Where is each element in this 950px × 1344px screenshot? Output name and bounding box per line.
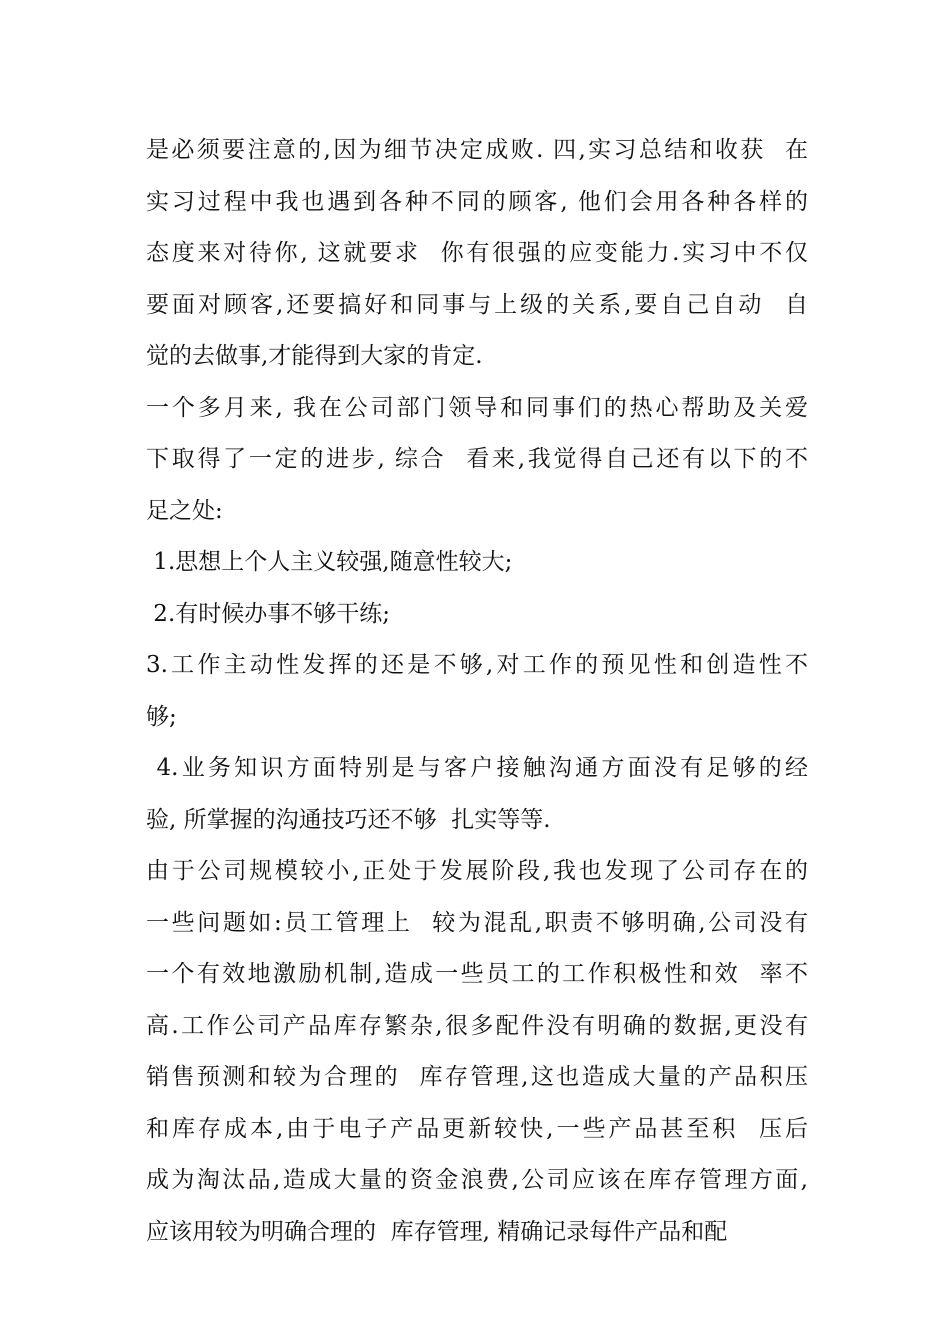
list-item-2 xyxy=(146,589,808,641)
paragraph-summary xyxy=(146,125,808,383)
text-line: 一个有效地激励机制,造成一些员工的工作积极性和效 率不 xyxy=(146,961,808,987)
text-line: 验, 所掌握的沟通技巧还不够 扎实等等. xyxy=(146,806,551,833)
text-line: 觉的去做事,才能得到大家的肯定. xyxy=(146,343,483,369)
text-line: 是必须要注意的,因为细节决定成败. 四,实习总结和收获 在 xyxy=(146,137,808,163)
list-item-1 xyxy=(146,537,808,589)
text-line: 应该用较为明确合理的 库存管理, 精确记录每件产品和配 xyxy=(146,1218,728,1245)
text-line: 和库存成本,由于电子产品更新较快,一些产品甚至积 压后 xyxy=(146,1115,808,1142)
text-line: 足之处: xyxy=(146,497,223,524)
paragraph-company-issues xyxy=(146,846,808,1258)
text-line: 4.业务知识方面特别是与客户接触沟通方面没有足够的经 xyxy=(146,755,808,781)
list-item-3 xyxy=(146,640,808,743)
text-line: 1.思想上个人主义较强,随意性较大; xyxy=(146,549,513,575)
text-line: 一个多月来, 我在公司部门领导和同事们的热心帮助及关爱 xyxy=(146,394,808,421)
text-line: 由于公司规模较小,正处于发展阶段,我也发现了公司存在的 xyxy=(146,858,808,884)
text-line: 销售预测和较为合理的 库存管理,这也造成大量的产品积压 xyxy=(146,1064,808,1090)
text-line: 要面对顾客,还要搞好和同事与上级的关系,要自己自动 自 xyxy=(146,291,808,318)
list-item-4 xyxy=(146,743,808,846)
text-line: 2.有时候办事不够干练; xyxy=(146,600,391,627)
text-line: 成为淘汰品,造成大量的资金浪费,公司应该在库存管理方面, xyxy=(146,1167,808,1193)
text-line: 下取得了一定的进步, 综合 看来,我觉得自己还有以下的不 xyxy=(146,446,808,472)
text-line: 一些问题如:员工管理上 较为混乱,职责不够明确,公司没有 xyxy=(146,909,808,936)
text-line: 够; xyxy=(146,703,177,730)
paragraph-shortcomings-intro xyxy=(146,383,808,538)
text-line: 实习过程中我也遇到各种不同的顾客, 他们会用各种各样的 xyxy=(146,188,808,215)
text-line: 3.工作主动性发挥的还是不够,对工作的预见性和创造性不 xyxy=(146,652,808,678)
text-line: 高.工作公司产品库存繁杂,很多配件没有明确的数据,更没有 xyxy=(146,1012,808,1039)
text-line: 态度来对待你, 这就要求 你有很强的应变能力.实习中不仅 xyxy=(146,240,808,266)
document-body xyxy=(146,125,808,1258)
